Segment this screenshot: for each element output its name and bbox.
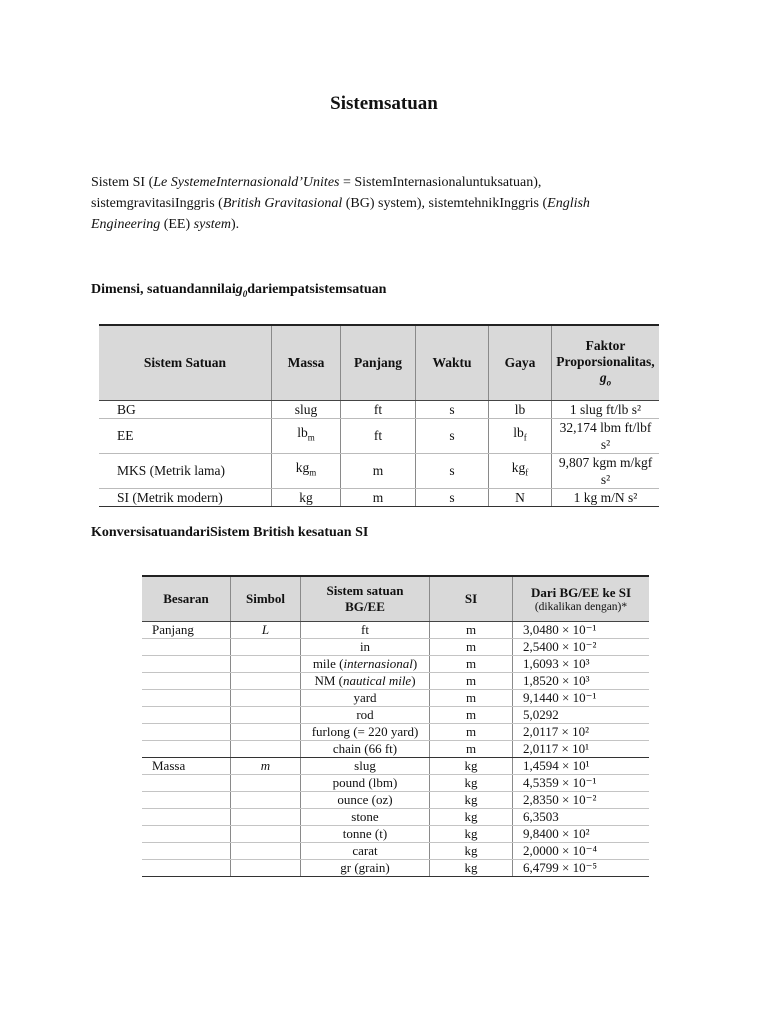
table-row: [99, 400, 659, 418]
cell-factor: 4,5359 × 10⁻¹: [513, 774, 650, 791]
cell-si: kg: [430, 774, 513, 791]
factor-label-2: Proporsionalitas,: [556, 353, 655, 369]
cell-length: ft: [341, 418, 416, 453]
factor-label-1: Faktor: [585, 337, 626, 353]
cell-mass: slug: [272, 400, 341, 418]
cell-time: s: [416, 418, 489, 453]
cell-si: m: [430, 672, 513, 689]
table-row: [142, 723, 649, 740]
cell-mass: $lb_m$: [272, 418, 341, 453]
cell-si: kg: [430, 791, 513, 808]
cell-unit: ft: [301, 621, 430, 638]
table-row: [142, 757, 649, 774]
cell-symbol: [231, 723, 301, 740]
cell-system: MKS (Metrik lama): [99, 453, 272, 488]
cell-unit: chain (66 ft): [301, 740, 430, 757]
cell-quantity: [142, 655, 231, 672]
cell-unit: furlong (= 220 yard): [301, 723, 430, 740]
col-si: SI: [430, 576, 513, 621]
cell-si: kg: [430, 808, 513, 825]
intro-system-word: system: [193, 217, 231, 232]
table-header-row: [99, 325, 659, 400]
cell-force: lb: [489, 400, 552, 418]
cell-symbol: [231, 740, 301, 757]
cell-si: m: [430, 740, 513, 757]
cell-quantity: Massa: [142, 757, 231, 774]
heading-text-tail: dariempatsistemsatuan: [247, 282, 387, 297]
cell-si: kg: [430, 825, 513, 842]
cell-unit: tonne (t): [301, 825, 430, 842]
cell-unit: ounce (oz): [301, 791, 430, 808]
table-row: [142, 706, 649, 723]
col-quantity: Besaran: [142, 576, 231, 621]
table-row: [142, 842, 649, 859]
col-mass: Massa: [272, 325, 341, 400]
col-unit: [301, 576, 430, 621]
cell-system: EE: [99, 418, 272, 453]
cell-si: m: [430, 638, 513, 655]
cell-factor: 2,0117 × 10¹: [513, 740, 650, 757]
intro-text-4: (EE): [160, 217, 194, 232]
table-row: [142, 672, 649, 689]
intro-text-5: ).: [230, 217, 240, 232]
cell-force: $lb_f$: [489, 418, 552, 453]
factor-label-2: (dikalikan dengan)*: [534, 600, 628, 613]
cell-symbol: [231, 825, 301, 842]
cell-time: s: [416, 453, 489, 488]
cell-factor: 9,1440 × 10⁻¹: [513, 689, 650, 706]
cell-factor: 2,8350 × 10⁻²: [513, 791, 650, 808]
col-factor: [552, 325, 660, 400]
cell-factor: 1 slug ft/lb s²: [552, 400, 660, 418]
cell-factor: 9,8400 × 10²: [513, 825, 650, 842]
intro-le-systeme: Le SystemeInternasionald’Unites: [153, 175, 340, 190]
cell-quantity: [142, 842, 231, 859]
cell-unit: pound (lbm): [301, 774, 430, 791]
cell-quantity: [142, 672, 231, 689]
intro-paragraph: [91, 172, 651, 235]
cell-length: m: [341, 453, 416, 488]
cell-quantity: [142, 808, 231, 825]
cell-unit: NM (nautical mile): [301, 672, 430, 689]
cell-system: SI (Metrik modern): [99, 488, 272, 506]
cell-unit: in: [301, 638, 430, 655]
intro-text-3: (BG) system), sistemtehnikInggris (: [342, 196, 548, 211]
cell-mass: $kg_m$: [272, 453, 341, 488]
g-symbol: g: [235, 282, 243, 297]
cell-si: m: [430, 723, 513, 740]
cell-unit: carat: [301, 842, 430, 859]
cell-symbol: [231, 842, 301, 859]
table-row: [142, 791, 649, 808]
table-row: [142, 774, 649, 791]
intro-text-1: Sistem SI (: [91, 175, 154, 190]
section-heading-conversion: KonversisatuandariSistem British kesatuan SI: [91, 525, 369, 540]
col-system: Sistem Satuan: [99, 325, 272, 400]
cell-symbol: [231, 791, 301, 808]
cell-factor: 1 kg m/N s²: [552, 488, 660, 506]
cell-force: $kg_f$: [489, 453, 552, 488]
factor-g: g: [599, 369, 607, 385]
col-length: Panjang: [341, 325, 416, 400]
intro-text-2: = SistemInternasionaluntuksatuan), sistemgravitasiInggris (: [91, 175, 542, 211]
table-row: [142, 740, 649, 757]
intro-ee-name: English Engineering: [91, 196, 590, 232]
cell-factor: 6,4799 × 10⁻⁵: [513, 859, 650, 876]
cell-quantity: [142, 689, 231, 706]
cell-quantity: [142, 859, 231, 876]
page-title: Sistemsatuan: [330, 93, 438, 114]
table-row: [142, 825, 649, 842]
col-force: Gaya: [489, 325, 552, 400]
cell-factor: 2,0000 × 10⁻⁴: [513, 842, 650, 859]
cell-factor: 1,6093 × 10³: [513, 655, 650, 672]
cell-quantity: [142, 706, 231, 723]
table-row: [142, 808, 649, 825]
section-heading-dimensions: [91, 282, 386, 299]
cell-unit: mile (internasional): [301, 655, 430, 672]
table-row: [142, 859, 649, 876]
cell-si: m: [430, 621, 513, 638]
cell-si: m: [430, 655, 513, 672]
cell-quantity: [142, 774, 231, 791]
cell-symbol: [231, 689, 301, 706]
unit-systems-table: [99, 324, 659, 507]
cell-si: kg: [430, 842, 513, 859]
table-row: [99, 488, 659, 506]
unit-label-2: BG/EE: [345, 598, 385, 614]
cell-symbol: L: [231, 621, 301, 638]
cell-factor: 3,0480 × 10⁻¹: [513, 621, 650, 638]
cell-factor: 32,174 lbm ft/lbf s²: [552, 418, 660, 453]
cell-factor: 1,8520 × 10³: [513, 672, 650, 689]
cell-factor: 5,0292: [513, 706, 650, 723]
cell-unit: rod: [301, 706, 430, 723]
cell-symbol: [231, 672, 301, 689]
cell-symbol: [231, 859, 301, 876]
cell-mass: kg: [272, 488, 341, 506]
heading-text: Dimensi, satuandannilai: [91, 282, 236, 297]
cell-factor: 2,0117 × 10²: [513, 723, 650, 740]
intro-bg-name: British Gravitasional: [222, 196, 343, 211]
table-row: [99, 418, 659, 453]
cell-si: m: [430, 706, 513, 723]
cell-unit: slug: [301, 757, 430, 774]
table-row: [99, 453, 659, 488]
cell-symbol: [231, 638, 301, 655]
factor-g-sub: o: [606, 377, 612, 388]
col-time: Waktu: [416, 325, 489, 400]
cell-factor: 1,4594 × 10¹: [513, 757, 650, 774]
cell-length: ft: [341, 400, 416, 418]
cell-symbol: [231, 808, 301, 825]
cell-unit: yard: [301, 689, 430, 706]
cell-quantity: [142, 791, 231, 808]
cell-symbol: [231, 706, 301, 723]
table-row: [142, 638, 649, 655]
cell-length: m: [341, 488, 416, 506]
cell-factor: 6,3503: [513, 808, 650, 825]
col-factor: [513, 576, 650, 621]
cell-unit: gr (grain): [301, 859, 430, 876]
conversion-table: [142, 575, 649, 877]
cell-si: m: [430, 689, 513, 706]
cell-quantity: [142, 740, 231, 757]
cell-symbol: [231, 774, 301, 791]
table-row: [142, 621, 649, 638]
table-header-row: [142, 576, 649, 621]
cell-si: kg: [430, 859, 513, 876]
unit-label-1: Sistem satuan: [326, 582, 404, 598]
cell-unit: stone: [301, 808, 430, 825]
cell-symbol: m: [231, 757, 301, 774]
cell-factor: 2,5400 × 10⁻²: [513, 638, 650, 655]
cell-factor: 9,807 kgm m/kgf s²: [552, 453, 660, 488]
cell-time: s: [416, 488, 489, 506]
col-symbol: Simbol: [231, 576, 301, 621]
cell-system: BG: [99, 400, 272, 418]
factor-label-1: Dari BG/EE ke SI: [530, 584, 632, 600]
cell-si: kg: [430, 757, 513, 774]
cell-quantity: [142, 723, 231, 740]
cell-quantity: [142, 638, 231, 655]
cell-force: N: [489, 488, 552, 506]
cell-quantity: [142, 825, 231, 842]
table-row: [142, 655, 649, 672]
cell-time: s: [416, 400, 489, 418]
table-row: [142, 689, 649, 706]
g-subscript: 0: [242, 288, 248, 299]
cell-quantity: Panjang: [142, 621, 231, 638]
cell-symbol: [231, 655, 301, 672]
